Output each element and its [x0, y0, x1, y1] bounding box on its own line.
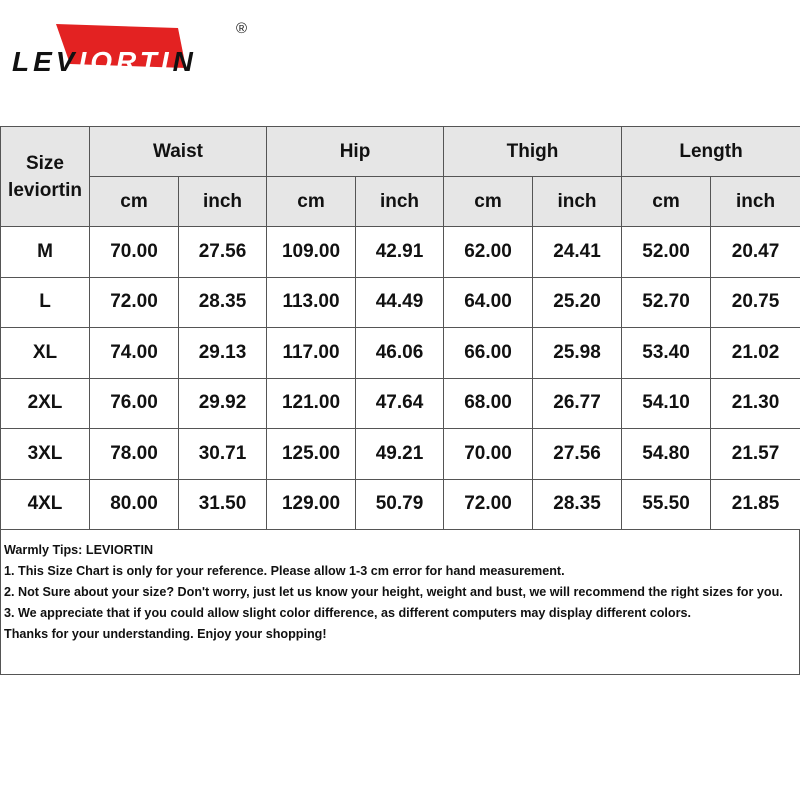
header-group-row	[1, 127, 800, 177]
measurement-cell: 28.35	[533, 479, 622, 530]
measurement-cell: 70.00	[90, 227, 179, 278]
tips-heading: Warmly Tips: LEVIORTIN	[4, 543, 154, 557]
measurement-cell: 44.49	[356, 277, 444, 328]
measurement-cell: 27.56	[179, 227, 267, 278]
measurement-cell: 20.75	[711, 277, 800, 328]
measurement-cell: 26.77	[533, 378, 622, 429]
measurement-cell: 62.00	[444, 227, 533, 278]
measurement-cell: 54.80	[622, 429, 711, 480]
table-row	[1, 378, 800, 429]
header-unit-row	[1, 177, 800, 227]
measurement-cell: 68.00	[444, 378, 533, 429]
measurement-cell: 121.00	[267, 378, 356, 429]
table-row	[1, 429, 800, 480]
unit-header: inch	[179, 177, 267, 227]
measurement-cell: 72.00	[90, 277, 179, 328]
tip-item: 1. This Size Chart is only for your reference. Please allow 1-3 cm error for hand measurement.	[4, 564, 565, 578]
measurement-cell: 30.71	[179, 429, 267, 480]
measurement-cell: 109.00	[267, 227, 356, 278]
table-row	[1, 227, 800, 278]
size-column-header: Size leviortin	[1, 127, 90, 227]
unit-header: inch	[356, 177, 444, 227]
measurement-cell: 54.10	[622, 378, 711, 429]
hip-header: Hip	[267, 127, 444, 177]
size-cell: 4XL	[1, 479, 90, 530]
measurement-cell: 129.00	[267, 479, 356, 530]
tip-item: 2. Not Sure about your size? Don't worry, just let us know your height, weight and bust, we will recommend the right sizes for you.	[4, 585, 783, 599]
measurement-cell: 29.13	[179, 328, 267, 379]
thigh-header: Thigh	[444, 127, 622, 177]
measurement-cell: 21.85	[711, 479, 800, 530]
measurement-cell: 74.00	[90, 328, 179, 379]
measurement-cell: 29.92	[179, 378, 267, 429]
measurement-cell: 21.30	[711, 378, 800, 429]
measurement-cell: 25.20	[533, 277, 622, 328]
measurement-cell: 117.00	[267, 328, 356, 379]
measurement-cell: 64.00	[444, 277, 533, 328]
unit-header: cm	[622, 177, 711, 227]
measurement-cell: 70.00	[444, 429, 533, 480]
tips-closing: Thanks for your understanding. Enjoy your shopping!	[4, 627, 327, 641]
measurement-cell: 21.57	[711, 429, 800, 480]
measurement-cell: 47.64	[356, 378, 444, 429]
measurement-cell: 66.00	[444, 328, 533, 379]
measurement-cell: 21.02	[711, 328, 800, 379]
size-cell: 2XL	[1, 378, 90, 429]
measurement-cell: 31.50	[179, 479, 267, 530]
size-cell: L	[1, 277, 90, 328]
measurement-cell: 28.35	[179, 277, 267, 328]
unit-header: cm	[267, 177, 356, 227]
measurement-cell: 76.00	[90, 378, 179, 429]
measurement-cell: 125.00	[267, 429, 356, 480]
measurement-cell: 78.00	[90, 429, 179, 480]
table-row	[1, 277, 800, 328]
unit-header: cm	[90, 177, 179, 227]
registered-mark: ®	[236, 20, 248, 37]
measurement-cell: 53.40	[622, 328, 711, 379]
size-chart-table	[0, 126, 800, 530]
size-cell: M	[1, 227, 90, 278]
measurement-cell: 50.79	[356, 479, 444, 530]
table-row	[1, 328, 800, 379]
measurement-cell: 24.41	[533, 227, 622, 278]
measurement-cell: 55.50	[622, 479, 711, 530]
logo-wordmark: LEVIORTIN	[12, 46, 197, 77]
measurement-cell: 80.00	[90, 479, 179, 530]
unit-header: cm	[444, 177, 533, 227]
unit-header: inch	[533, 177, 622, 227]
table-row	[1, 479, 800, 530]
measurement-cell: 46.06	[356, 328, 444, 379]
measurement-cell: 52.70	[622, 277, 711, 328]
size-cell: XL	[1, 328, 90, 379]
brand-logo	[8, 16, 248, 86]
measurement-cell: 52.00	[622, 227, 711, 278]
tip-item: 3. We appreciate that if you could allow slight color difference, as different computers may display different colors.	[4, 606, 691, 620]
measurement-cell: 49.21	[356, 429, 444, 480]
tips-box	[0, 530, 800, 675]
size-cell: 3XL	[1, 429, 90, 480]
measurement-cell: 27.56	[533, 429, 622, 480]
measurement-cell: 42.91	[356, 227, 444, 278]
length-header: Length	[622, 127, 800, 177]
measurement-cell: 20.47	[711, 227, 800, 278]
measurement-cell: 25.98	[533, 328, 622, 379]
measurement-cell: 72.00	[444, 479, 533, 530]
measurement-cell: 113.00	[267, 277, 356, 328]
unit-header: inch	[711, 177, 800, 227]
waist-header: Waist	[90, 127, 267, 177]
